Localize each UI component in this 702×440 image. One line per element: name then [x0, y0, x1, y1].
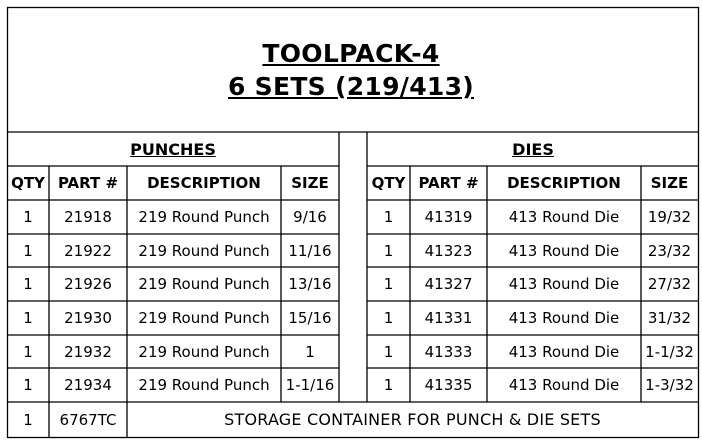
dies-cell-qty: 1	[383, 275, 394, 293]
punches-cell-size: 9/16	[293, 208, 327, 226]
dies-cell-part: 41335	[424, 376, 473, 394]
dies-cell-qty: 1	[383, 241, 394, 260]
dies-cell-size: 27/32	[647, 275, 692, 293]
punches-cell-description: 219 Round Punch	[138, 309, 270, 327]
punches-header-size: SIZE	[291, 174, 329, 192]
dies-header-description: DESCRIPTION	[507, 174, 621, 192]
punches-cell-description: 219 Round Punch	[138, 342, 270, 361]
storage-description: STORAGE CONTAINER FOR PUNCH & DIE SETS	[224, 410, 601, 429]
punches-cell-part: 21934	[64, 376, 112, 394]
dies-cell-qty: 1	[383, 376, 394, 394]
dies-cell-size: 31/32	[647, 309, 692, 327]
punches-header-qty: QTY	[11, 174, 45, 192]
dies-heading: DIES	[512, 140, 554, 159]
punches-cell-description: 219 Round Punch	[138, 275, 270, 293]
dies-cell-size: 23/32	[647, 241, 692, 260]
dies-cell-qty: 1	[383, 342, 394, 361]
dies-cell-part: 41333	[424, 342, 473, 361]
dies-cell-part: 41323	[424, 241, 473, 260]
storage-qty: 1	[23, 410, 33, 429]
dies-cell-part: 41327	[424, 275, 473, 293]
punches-cell-part: 21926	[64, 275, 112, 293]
punches-cell-size: 13/16	[288, 275, 332, 293]
dies-cell-qty: 1	[383, 309, 394, 327]
dies-cell-description: 413 Round Die	[508, 376, 620, 394]
page-title: TOOLPACK-4	[262, 39, 440, 68]
punches-cell-part: 21932	[64, 342, 112, 361]
punches-cell-qty: 1	[23, 275, 33, 293]
dies-cell-size: 19/32	[647, 208, 692, 226]
punches-cell-qty: 1	[23, 241, 33, 260]
dies-cell-description: 413 Round Die	[508, 241, 620, 260]
storage-part: 6767TC	[59, 410, 117, 429]
dies-cell-description: 413 Round Die	[508, 342, 620, 361]
punches-cell-description: 219 Round Punch	[138, 376, 270, 394]
punches-cell-size: 1-1/16	[285, 376, 335, 394]
punches-cell-qty: 1	[23, 309, 33, 327]
dies-cell-size: 1-1/32	[645, 342, 694, 361]
punches-heading: PUNCHES	[130, 140, 216, 159]
dies-cell-description: 413 Round Die	[508, 208, 620, 226]
dies-cell-part: 41319	[424, 208, 473, 226]
dies-cell-description: 413 Round Die	[508, 275, 620, 293]
punches-cell-size: 11/16	[288, 241, 332, 260]
punches-cell-qty: 1	[23, 376, 33, 394]
punches-cell-qty: 1	[23, 342, 33, 361]
dies-cell-description: 413 Round Die	[508, 309, 620, 327]
dies-header-part: PART #	[418, 174, 479, 192]
punches-header-description: DESCRIPTION	[147, 174, 261, 192]
dies-cell-part: 41331	[424, 309, 473, 327]
dies-cell-size: 1-3/32	[645, 376, 694, 394]
dies-cell-qty: 1	[383, 208, 394, 226]
dies-header-size: SIZE	[650, 174, 689, 192]
punches-cell-size: 15/16	[288, 309, 332, 327]
dies-header-qty: QTY	[371, 174, 406, 192]
punches-cell-description: 219 Round Punch	[138, 208, 270, 226]
punches-cell-part: 21918	[64, 208, 112, 226]
page-subtitle: 6 SETS (219/413)	[227, 72, 475, 101]
punches-cell-description: 219 Round Punch	[138, 241, 270, 260]
punches-cell-qty: 1	[23, 208, 33, 226]
punches-header-part: PART #	[57, 174, 119, 192]
punches-cell-part: 21930	[64, 309, 112, 327]
punches-cell-part: 21922	[64, 241, 112, 260]
punches-cell-size: 1	[305, 342, 315, 361]
